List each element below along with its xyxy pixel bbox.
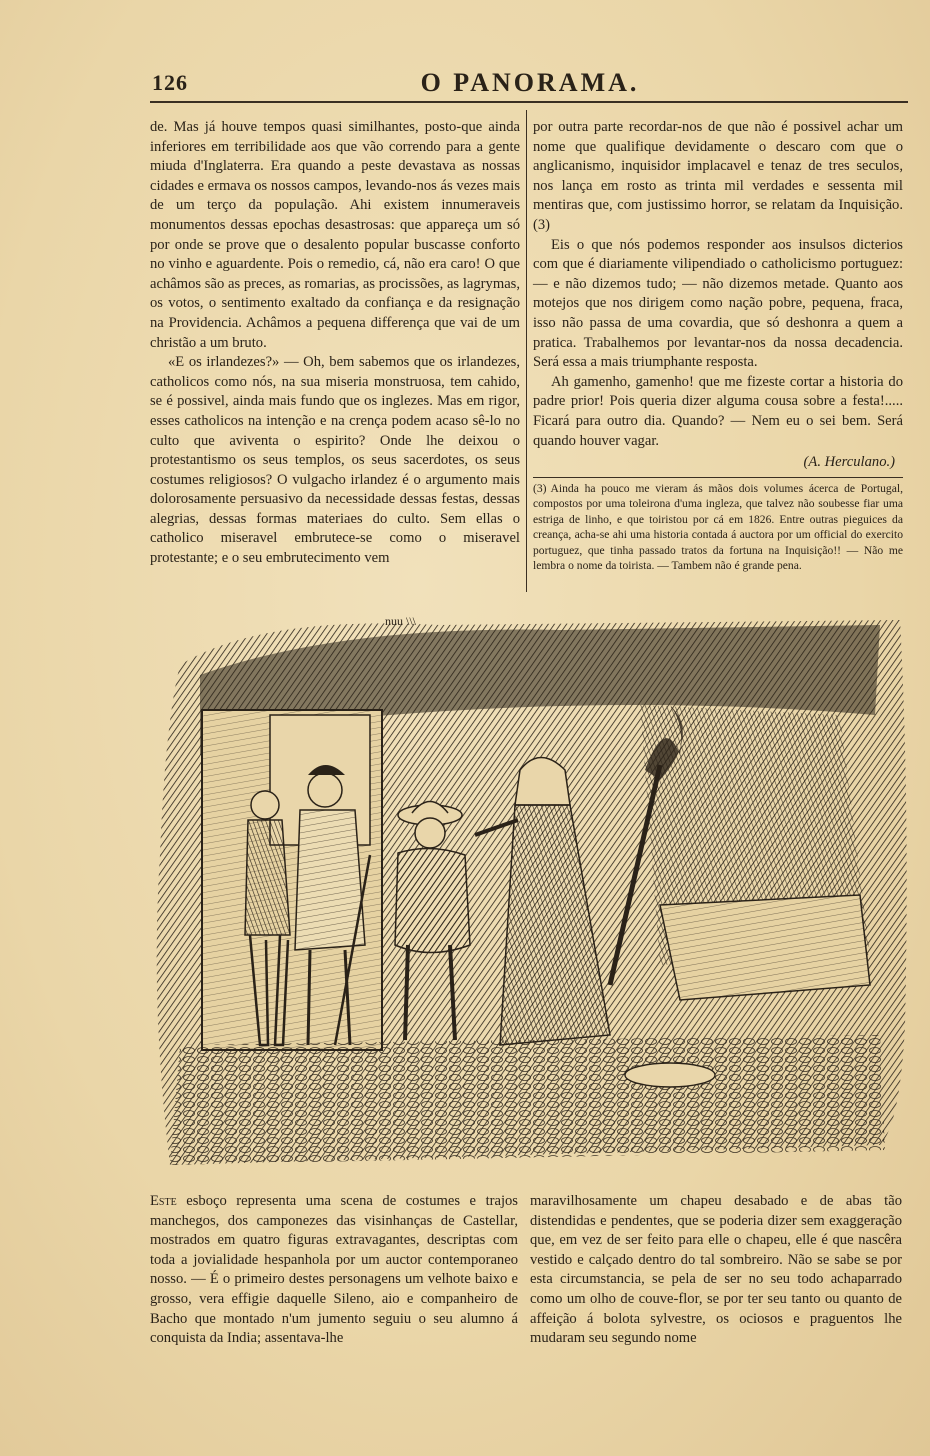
engraving-illustration bbox=[140, 605, 915, 1180]
dropcap-word: Este bbox=[150, 1193, 177, 1209]
column-divider bbox=[526, 110, 527, 592]
basin bbox=[625, 1063, 715, 1087]
text-column-right bbox=[533, 118, 903, 574]
caption-column-left bbox=[150, 1192, 518, 1349]
paragraph: Eis o que nós podemos responder aos insulsos dicterios com que é diariamente vilipendiado o catholicismo portuguez: — e não dizemos tudo; — não dizemos metade. Quanto aos motejos que nos dirigem como nação pobre, pequena, fraca, isso não passa de uma covardia, que só deshonra a quem a pratica. Trabalhemos por levantar-nos da nossa decadencia. Será essa a mais triumphante resposta. bbox=[533, 236, 903, 371]
paragraph bbox=[150, 1192, 518, 1349]
footnote-text: Ainda ha pouco me vieram ás mãos dois volumes ácerca de Portugal, compostos por uma toleirona d'uma ingleza, que talvez não soubesse fiar uma estriga de linho, e que toiristou por cá em 1826. Entre outras pieguices da creança, acha-se ahi uma historia contada á auctora por um official do exercito portuguez, que tinha passado tratos da fortuna na Inquisição!! — Não me lembra o nome da toirista. — Tambem não é grande pena. bbox=[533, 481, 903, 573]
paragraph: de. Mas já houve tempos quasi similhantes, posto-que ainda inferiores em terribilidade aos que vão correndo para a gente miuda d'Inglaterra. Era quando a peste devastava as nossas cidades e ermava os nossos campos, levando-nos ás vezes mais de um terço da população. Ahi existem innumeraveis monumentos dessas epochas desastrosas: que appareça um só por onde se prove que o desalento popular buscasse conforto no vinho e aguardente. Pois o remedio, cá, não era caro! O que achâmos são as preces, as romarias, as procissões, as lagrymas, os votos, o sentimento exaltado da confiança e da resignação na Providencia. Achâmos a pequena differença que vai de um christão a um bruto. bbox=[150, 119, 520, 351]
paragraph: «E os irlandezes?» — Oh, bem sabemos que os irlandezes, catholicos como nós, na sua miseria monstruosa, tem cahido, se é possivel, ainda mais fundo que os inglezes. Mas em rigor, esses catholicos na intenção e na crença podem acaso sê-lo no culto que aviventa o espirito? Onde lhe deixou o protestantismo os seus templos, os seus sacerdotes, os seus costumes religiosos? O vulgacho irlandez é o argumento mais dolorosamente persuasivo da necessidade dessas festas, dessas alegrias, dessas formas materiaes do culto. Sem ellas o catholico miseravel embrutece-se como o miseravel protestante; e o seu embrutecimento vem bbox=[150, 354, 520, 567]
author-signature: (A. Herculano.) bbox=[803, 454, 895, 471]
paragraph-text: esboço representa uma scena de costumes e trajos manchegos, dos camponezes das visinhanças de Castellar, mostrados em quatro figuras extravagantes, descriptas com toda a jovialidade hespanhola por um auctor contemporaneo nosso. — É o primeiro destes personagens um velhote baixo e grosso, vera effigie daquelle Sileno, aio e companheiro de Bacho que montado n'um jumento seguiu o seu alumno á conquista da India; assentava-lhe bbox=[150, 1193, 518, 1347]
paragraph: Ah gamenho, gamenho! que me fizeste cortar a historia do padre prior! Pois queria dizer alguma cousa sobre a festa!..... Ficará para outro dia. Quando? — Nem eu o sei bem. Será quando houver vagar. bbox=[533, 373, 903, 449]
footnote-rule bbox=[533, 477, 903, 478]
caption-column-right bbox=[530, 1192, 902, 1349]
footnote-number: (3) bbox=[533, 481, 547, 495]
journal-title: O PANORAMA. bbox=[420, 68, 640, 97]
footnote bbox=[533, 481, 903, 574]
header-rule bbox=[150, 101, 908, 103]
paragraph: por outra parte recordar-nos de que não é possivel achar um nome que qualifique devidamente o descaro com que o anglicanismo, inquisidor implacavel e tenaz de tres seculos, nos lança em rosto as trinta mil verdades e sessenta mil mentiras que, com justissimo horror, se relatam da Inquisição. (3) bbox=[533, 119, 903, 233]
page-number: 126 bbox=[152, 70, 188, 95]
cobbled-floor bbox=[170, 1035, 885, 1165]
paragraph: maravilhosamente um chapeu desabado e de abas tão distendidas e pendentes, que se poderia dizer sem exaggeração que, em vez de ser feito para elle o chapeu, elle é que nascêra vestido e calçado dentro do tal sombreiro. Não se sabe se por esta circumstancia, se pela de ser no seu todo achaparrado como um olho de couve-flor, se por ter seu tanto ou quanto de affeição á bolota sylvestre, os ociosos e praguentos lhe mudaram seu segundo nome bbox=[530, 1193, 902, 1347]
page-header bbox=[150, 64, 910, 98]
text-column-left bbox=[150, 118, 520, 569]
engraving-scratch-mark: nuu \\\ bbox=[385, 614, 417, 628]
